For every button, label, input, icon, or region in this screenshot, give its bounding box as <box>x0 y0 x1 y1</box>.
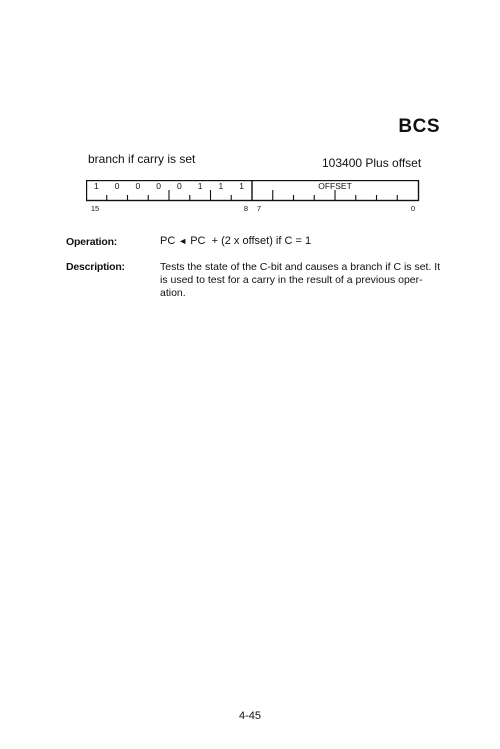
bit-position-label: 0 <box>410 204 416 213</box>
instruction-title: branch if carry is set <box>88 152 196 166</box>
bit-value: 0 <box>135 181 141 191</box>
operation-rest: + (2 x offset) if C = 1 <box>211 235 312 247</box>
operation-label: Operation: <box>66 236 118 248</box>
instruction-format-diagram <box>86 180 421 216</box>
bit-position-label: 15 <box>90 204 100 213</box>
assign-arrow: ◄ <box>178 236 188 246</box>
mnemonic-heading: BCS <box>398 116 440 137</box>
bit-value: 0 <box>156 181 161 191</box>
bit-value: 0 <box>114 181 120 191</box>
opcode: 103400 Plus offset <box>322 156 422 170</box>
bit-value: 1 <box>197 181 203 191</box>
description-text: Tests the state of the C-bit and causes a branch if C is set. It is used to test for a carry in the result of a previous oper- ation. <box>160 261 441 299</box>
bit-position-label: 8 <box>243 204 249 213</box>
bit-value: 0 <box>177 181 182 191</box>
page-number: 4-45 <box>238 710 262 722</box>
operation-text <box>160 235 311 247</box>
description-label: Description: <box>66 261 125 273</box>
bit-value: 1 <box>218 181 224 191</box>
offset-field-label: OFFSET <box>318 181 352 191</box>
bit-value: 1 <box>239 181 244 191</box>
bit-value: 1 <box>94 181 99 191</box>
operation-pc2: PC <box>190 235 206 247</box>
operation-pc: PC <box>160 235 176 247</box>
bit-position-label: 7 <box>256 204 262 213</box>
